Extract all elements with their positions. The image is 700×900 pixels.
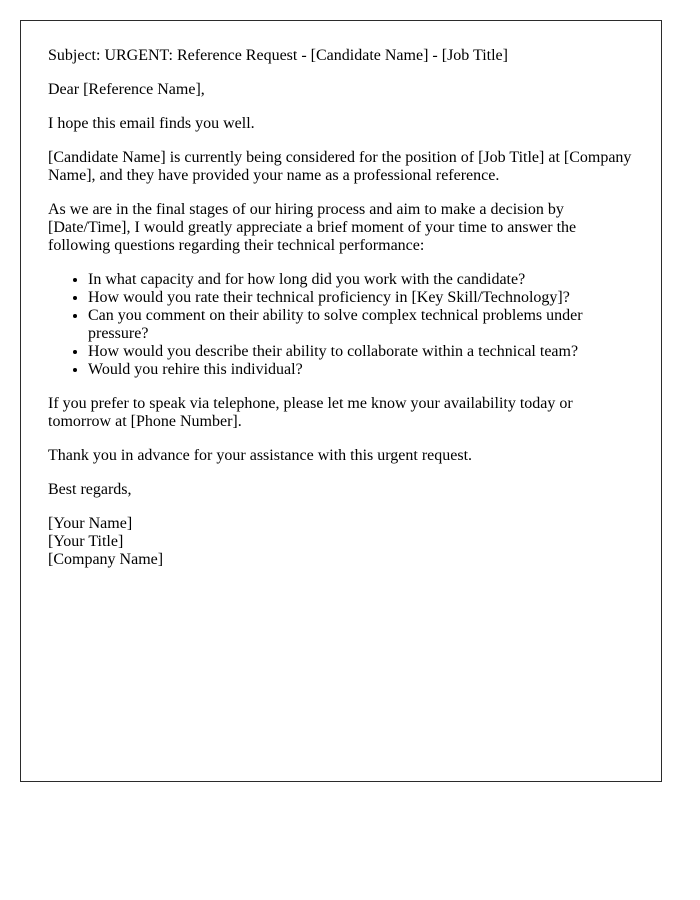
question-item-rehire: • Would you rehire this individual? [88, 361, 634, 379]
intro-paragraph: [Candidate Name] is currently being considered for the position of [Job Title] at [Company Name], and they have provided your name as a professional reference. [48, 149, 632, 184]
context-paragraph: As we are in the final stages of our hiring process and aim to make a decision by [Date/Time], I would greatly appreciate a brief moment of your time to answer the following questions regarding their technical performance: [48, 201, 577, 254]
opening-line: I hope this email finds you well. [48, 115, 255, 132]
questions-list [48, 271, 634, 379]
subject-line: Subject: URGENT: Reference Request - [Candidate Name] - [Job Title] [48, 47, 508, 64]
phone-paragraph: If you prefer to speak via telephone, please let me know your availability today or tomorrow at [Phone Number]. [48, 395, 573, 430]
signature-block [48, 515, 634, 569]
question-item-collaboration: • How would you describe their ability to collaborate within a technical team? [88, 343, 634, 361]
signature-name: [Your Name] [48, 515, 133, 532]
salutation: Dear [Reference Name], [48, 81, 205, 98]
closing-line: Best regards, [48, 481, 132, 498]
question-item-proficiency: • How would you rate their technical proficiency in [Key Skill/Technology]? [88, 289, 634, 307]
signature-company: [Company Name] [48, 551, 164, 568]
letter-container [20, 20, 662, 782]
question-item-capacity: • In what capacity and for how long did you work with the candidate? [88, 271, 634, 289]
thanks-paragraph: Thank you in advance for your assistance with this urgent request. [48, 447, 473, 464]
signature-title: [Your Title] [48, 533, 124, 550]
question-item-problem-solving: • Can you comment on their ability to solve complex technical problems under pressure? [88, 307, 634, 343]
